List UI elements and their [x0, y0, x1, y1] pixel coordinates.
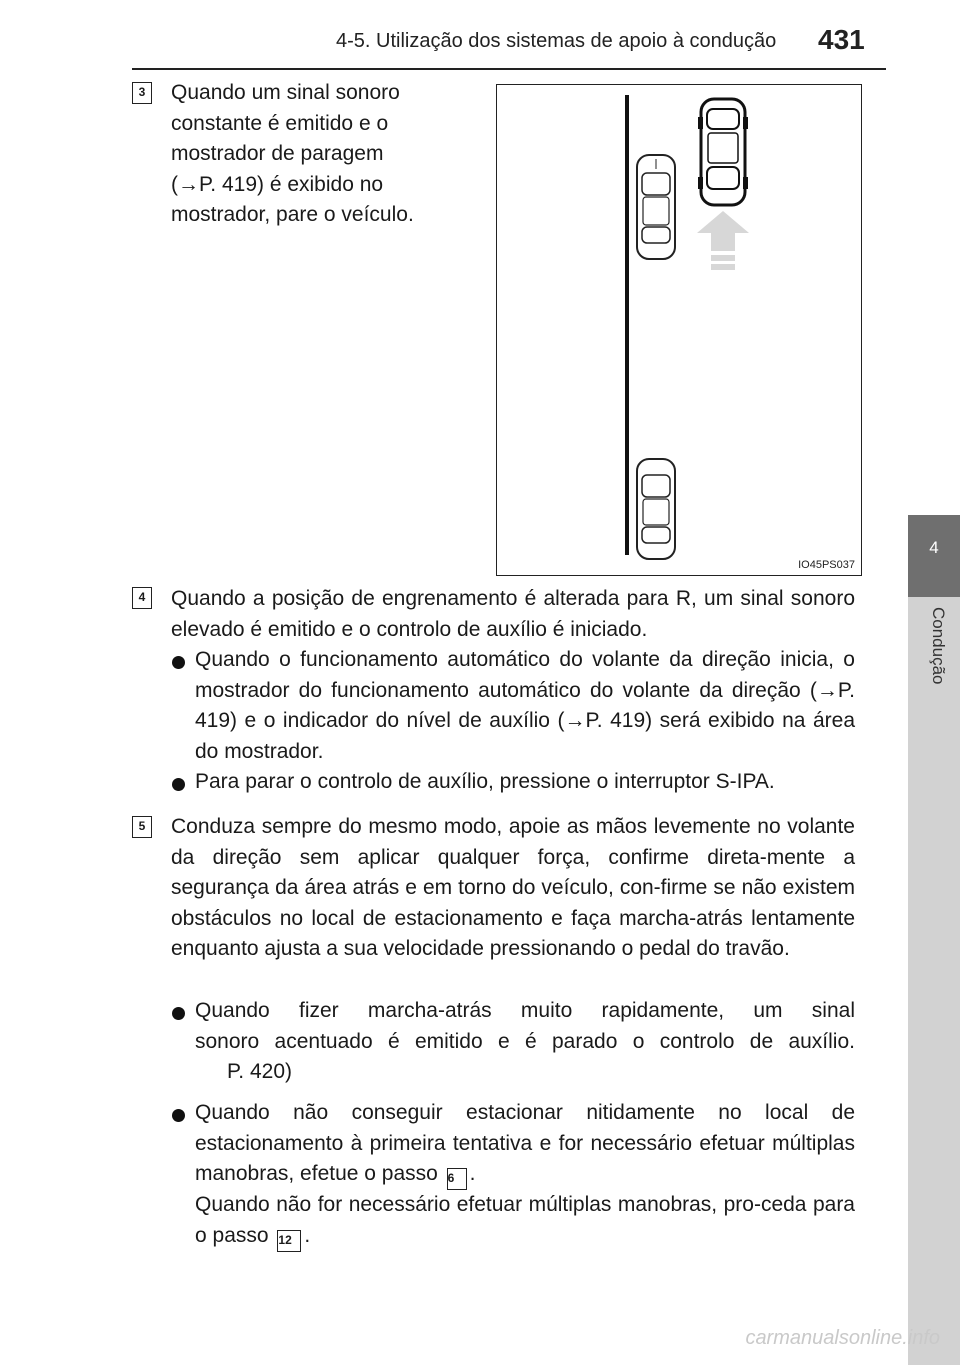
header-divider — [132, 68, 886, 70]
step-4-text: Quando a posição de engrenamento é alterada para R, um sinal sonoro elevado é emitido e o controlo de auxílio é iniciado. — [171, 587, 855, 641]
figure-code: IO45PS037 — [798, 559, 855, 571]
bullet-icon — [172, 1007, 185, 1020]
step-5-bullet-1-line: Quando fizer marcha-atrás muito rapidamente, um sinal — [195, 999, 855, 1022]
step-4-bullet-2: Para parar o controlo de auxílio, pressione o interruptor S-IPA. — [195, 770, 775, 793]
step-4-bullet-1: Quando o funcionamento automático do volante da direção inicia, o mostrador do funcionamento automático do volante da direção (→P. 419) e o indicador do nível de auxílio (→P. 419) será exibido na área do mostrador. — [195, 648, 855, 763]
step-4-badge: 4 — [132, 587, 152, 609]
chapter-number: 4 — [929, 538, 939, 557]
page-number: 431 — [818, 24, 865, 55]
step-5-bullet-1-line: sonoro acentuado é emitido e é parado o controlo de auxílio. — [195, 1029, 855, 1053]
step-3-line: mostrador, pare o veículo. — [171, 203, 414, 226]
parking-diagram — [497, 85, 861, 575]
parked-car-rear — [637, 459, 675, 559]
chapter-label: Condução — [929, 607, 948, 685]
step-5-bullet-1-line: P. 420) — [227, 1060, 292, 1083]
step-3-line: constante é emitido e o — [171, 111, 389, 135]
step-5-bullet-2-text: Quando não conseguir estacionar nitidamente no local de estacionamento à primeira tentativa e for necessário efetuar múltiplas manobras, efetue o passo — [195, 1101, 855, 1185]
parking-line — [625, 95, 629, 555]
step-6-ref-badge[interactable]: 6 — [447, 1168, 467, 1190]
watermark: carmanualsonline.info — [745, 1327, 940, 1349]
step-12-ref-badge[interactable]: 12 — [277, 1230, 301, 1252]
parked-car-front — [637, 155, 675, 259]
bullet-icon — [172, 656, 185, 669]
step-3-text — [171, 78, 491, 231]
step-3-badge: 3 — [132, 82, 152, 104]
step-3-line: (→P. 419) é exibido no — [171, 172, 384, 196]
step-5-text: Conduza sempre do mesmo modo, apoie as mãos levemente no volante da direção sem aplicar qualquer força, confirme direta-mente a segurança da área atrás e em torno do veículo, con-firme se não existem obstáculos no local de estacionamento e faça marcha-atrás lentamente enquanto ajusta a sua velocidade pressionando o pedal do travão. — [171, 815, 855, 960]
bullet-icon — [172, 1109, 185, 1122]
step-3-line: mostrador de paragem — [171, 142, 384, 165]
step-5-bullet-2: Quando não conseguir estacionar nitidamente no local de estacionamento à primeira tentativa e for necessário efetuar múltiplas manobras, efetue o passo 6 . Quando não for necessário efetuar múltiplas manobras, pro-ceda para o passo 12 . — [195, 1098, 855, 1252]
section-title: 4-5. Utilização dos sistemas de apoio à condução — [336, 30, 777, 52]
bullet-icon — [172, 778, 185, 791]
moving-car — [698, 99, 748, 205]
parking-illustration — [496, 84, 862, 576]
step-5-bullet-2-text-2: Quando não for necessário efetuar múltiplas manobras, pro-ceda para o passo — [195, 1193, 855, 1247]
direction-arrow-icon — [697, 211, 749, 270]
step-5-bullet-1 — [195, 996, 855, 1088]
step-5-badge: 5 — [132, 816, 152, 838]
step-3-line: Quando um sinal sonoro — [171, 81, 400, 104]
chapter-label-strip — [908, 597, 960, 1365]
